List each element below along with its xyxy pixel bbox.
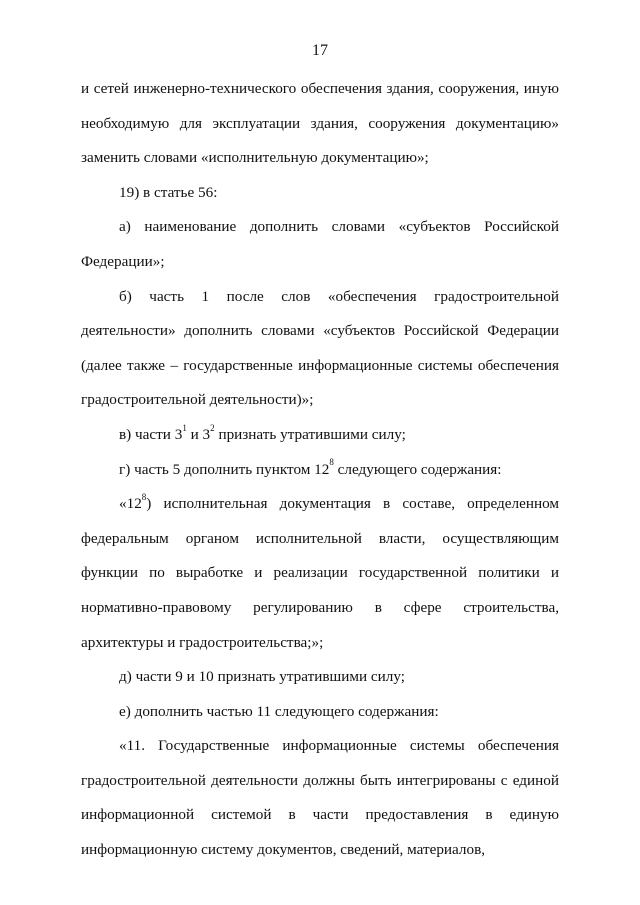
paragraph-subitem-e: е) дополнить частью 11 следующего содержания: xyxy=(119,702,439,720)
paragraph-quote-text-1: «12 xyxy=(119,495,142,513)
paragraph-item-19: 19) в статье 56: xyxy=(119,183,218,201)
paragraph-continuation: и сетей инженерно-технического обеспечения здания, сооружения, иную необходимую для эксплуатации здания, сооружения документацию» заменить словами «исполнительную документацию»; xyxy=(81,80,559,167)
paragraph-subitem-v-text-2: и 3 xyxy=(186,425,211,443)
paragraph-subitem-v-text-1: в) части 3 xyxy=(119,425,183,443)
superscript: 8 xyxy=(141,492,147,503)
document-body xyxy=(81,72,559,868)
superscript: 2 xyxy=(210,422,215,433)
paragraph-subitem-d: д) части 9 и 10 признать утратившими силу; xyxy=(119,668,405,686)
paragraph-subitem-v-text-3: признать утратившими силу; xyxy=(214,425,406,443)
superscript: 1 xyxy=(182,422,187,433)
page-number: 17 xyxy=(312,42,328,59)
paragraph-subitem-g xyxy=(81,453,559,488)
paragraph-subitem-g-text-2: следующего содержания: xyxy=(333,460,502,478)
paragraph-subitem-b: б) часть 1 после слов «обеспечения градостроительной деятельности» дополнить словами «субъектов Российской Федерации (далее также – государственные информационные системы обеспечения градостроительной деятельности)»; xyxy=(81,287,559,409)
paragraph-subitem-a: а) наименование дополнить словами «субъектов Российской Федерации»; xyxy=(81,218,559,270)
paragraph-quote-12-8 xyxy=(81,487,559,660)
superscript: 8 xyxy=(329,457,334,468)
paragraph-quote-11: «11. Государственные информационные системы обеспечения градостроительной деятельности должны быть интегрированы с единой информационной системой в части предоставления в единую информационную систему документов, сведений, материалов, xyxy=(81,737,559,859)
paragraph-quote-text-2: ) исполнительная документация в составе, определенном федеральным органом исполнительной власти, осуществляющим функции по выработке и реализации государственной политики и нормативно-правовому регулированию в сфере строительства, архитектуры и градостроительства;»; xyxy=(81,495,559,651)
paragraph-subitem-v xyxy=(81,418,559,453)
paragraph-subitem-g-text-1: г) часть 5 дополнить пунктом 12 xyxy=(119,460,330,478)
